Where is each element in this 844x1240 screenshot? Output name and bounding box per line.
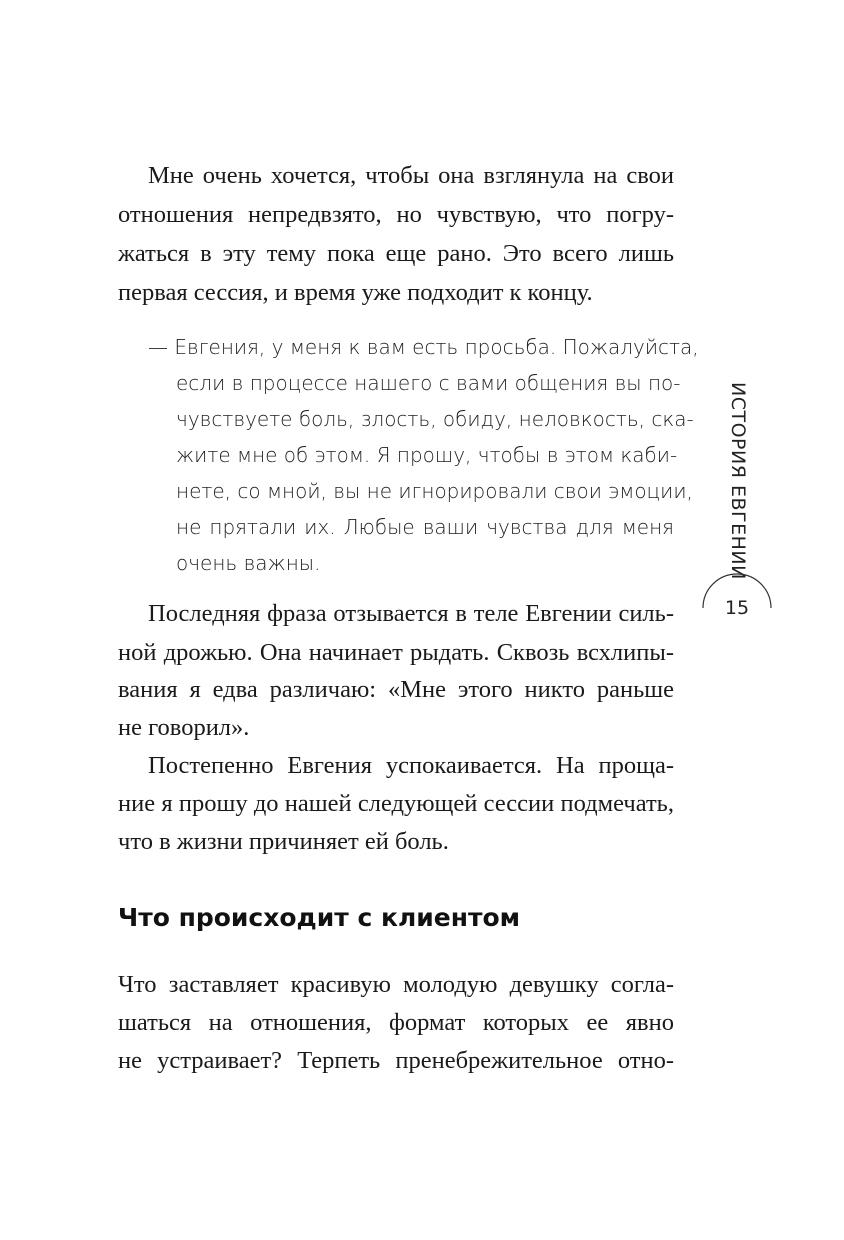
text-line: Последняя фраза отзывается в теле Евгении силь- — [148, 600, 674, 627]
running-header: ИСТОРИЯ ЕВГЕНИИ — [727, 382, 749, 580]
text-line: что в жизни причиняет ей боль. — [118, 828, 449, 855]
text-line: отношения непредвзято, но чувствую, что погру- — [118, 201, 674, 228]
text-line: не устраивает? Терпеть пренебрежительное отно- — [118, 1047, 674, 1074]
dialogue-line: жите мне об этом. Я прошу, чтобы в этом каби- — [176, 443, 678, 467]
text-line: ной дрожью. Она начинает рыдать. Сквозь всхлипы- — [118, 639, 674, 666]
text-line: вания я едва различаю: «Мне этого никто раньше — [118, 676, 674, 703]
dialogue-line: чувствуете боль, злость, обиду, неловкость, ска- — [176, 407, 694, 431]
text-line: Постепенно Евгения успокаивается. На проща- — [148, 752, 674, 779]
text-line: первая сессия, и время уже подходит к концу. — [118, 279, 593, 306]
page-number: 15 — [724, 597, 750, 619]
dialogue-line: очень важны. — [176, 551, 321, 575]
section-heading: Что происходит с клиентом — [118, 903, 521, 932]
dialogue-line: — Евгения, у меня к вам есть просьба. Пожалуйста, — [148, 335, 699, 359]
text-line: жаться в эту тему пока еще рано. Это всего лишь — [118, 240, 674, 267]
text-line: Мне очень хочется, чтобы она взглянула на свои — [148, 162, 674, 189]
text-line: шаться на отношения, формат которых ее явно — [118, 1009, 674, 1036]
text-line: не говорил». — [118, 714, 250, 741]
text-line: ние я прошу до нашей следующей сессии подмечать, — [118, 790, 674, 817]
dialogue-line: если в процессе нашего с вами общения вы по- — [176, 371, 681, 395]
dialogue-line: не прятали их. Любые ваши чувства для меня — [176, 515, 674, 539]
dialogue-line: нете, со мной, вы не игнорировали свои эмоции, — [176, 479, 693, 503]
text-line: Что заставляет красивую молодую девушку согла- — [118, 971, 674, 998]
